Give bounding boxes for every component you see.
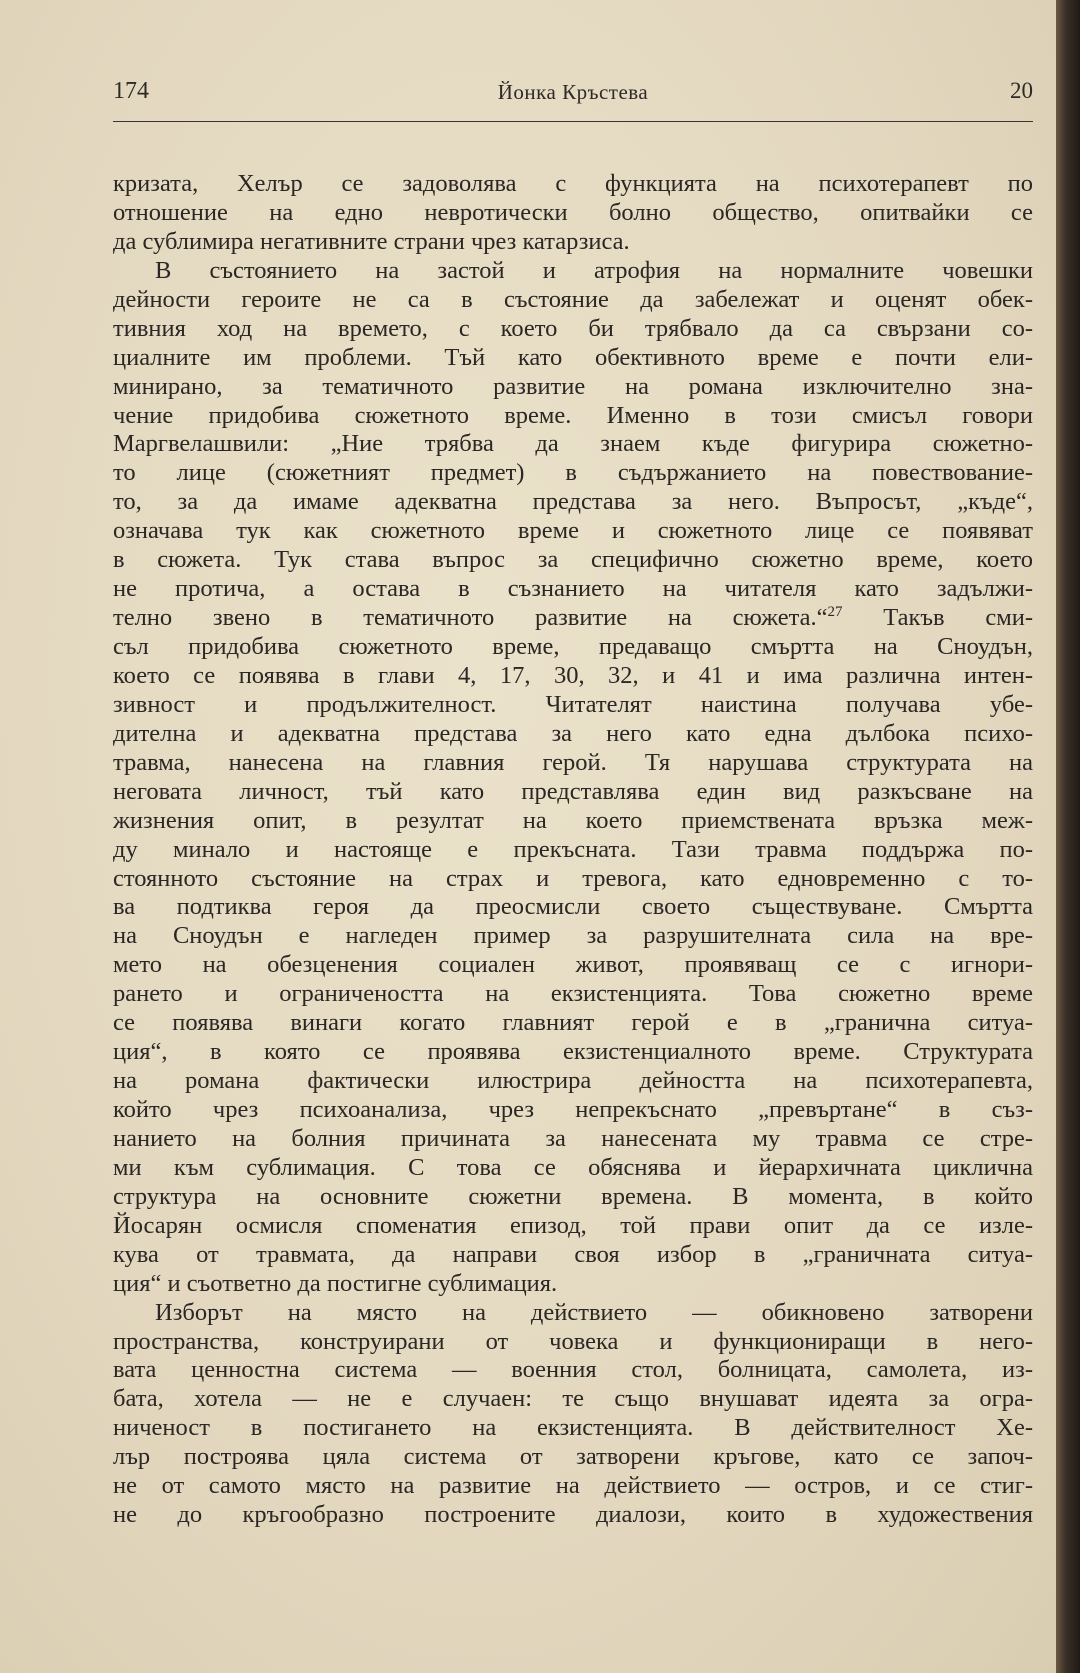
- text-line: [113, 1414, 1033, 1443]
- text-line: [113, 836, 1033, 865]
- text-line-content: ми към сублимация. С това се обяснява и йерархичната циклична: [113, 1153, 1033, 1181]
- text-line-content: Йосарян осмисля споменатия епизод, той прави опит да се изле-: [113, 1211, 1033, 1239]
- text-line-content: мето на обезценения социален живот, проявяващ се с игнори-: [113, 951, 1033, 979]
- text-line-content: вата ценностна система — военния стол, болницата, самолета, из-: [113, 1356, 1033, 1384]
- body-text: [113, 170, 1033, 1530]
- text-line-content: кризата, Хелър се задоволява с функцията на психотерапевт по: [113, 170, 1033, 197]
- text-line: [113, 865, 1033, 894]
- text-line-content: бата, хотела — не е случаен: те също внушават идеята за огра-: [113, 1385, 1033, 1413]
- text-line-content: дителна и адекватна представа за него като една дълбока психо-: [113, 719, 1033, 747]
- text-line: [113, 373, 1033, 402]
- text-line-content: се появява винаги когато главният герой е в „гранична ситуа-: [113, 1009, 1033, 1037]
- text-line-content: на Сноудън е нагледен пример за разрушителната сила на вре-: [113, 922, 1033, 950]
- text-line-content: Изборът на място на действието — обикновено затворени: [155, 1298, 1033, 1326]
- text-line-content: жизнения опит, в резултат на което приемствената връзка меж-: [113, 806, 1033, 834]
- text-line-content: не протича, а остава в съзнанието на читателя като задължи-: [113, 575, 1033, 603]
- text-line: [113, 517, 1033, 546]
- text-line-content: на романа фактически илюстрира дейността на психотерапевта,: [113, 1067, 1033, 1095]
- text-line-content: неговата личност, тъй като представлява един вид разкъсване на: [113, 777, 1033, 805]
- text-line-content: дейности героите не са в състояние да забележат и оценят обек-: [113, 285, 1033, 313]
- text-line-content: кува от травмата, да направи своя избор в „граничната ситуа-: [113, 1240, 1033, 1268]
- text-line: [113, 170, 1033, 199]
- text-line: [113, 749, 1033, 778]
- text-line-content: то лице (сюжетният предмет) в съдържанието на повествование-: [113, 459, 1033, 487]
- text-line: [113, 1241, 1033, 1270]
- text-line-content: съл придобива сюжетното време, предаващо смъртта на Сноудън,: [113, 633, 1033, 660]
- text-line: [113, 575, 1033, 604]
- text-line-content: нанието на болния причината за нанесената му травма се стре-: [113, 1124, 1033, 1152]
- chapter-number: 20: [1010, 78, 1033, 103]
- text-line: [113, 807, 1033, 836]
- text-line: [113, 257, 1033, 286]
- text-line-content: не до кръгообразно построените диалози, които в художествения: [113, 1501, 1033, 1529]
- text-line-content: което се появява в глави 4, 17, 30, 32, и 41 и има различна интен-: [113, 661, 1033, 689]
- text-line: [113, 1270, 1033, 1299]
- text-line: [113, 1472, 1033, 1501]
- text-line-content: ция“, в която се проявява екзистенциалното време. Структурата: [113, 1038, 1033, 1066]
- text-line: [113, 633, 1033, 662]
- text-line-content: стоянното състояние на страх и тревога, като едновременно с то-: [113, 864, 1033, 892]
- text-line-tail: Такъв сми-: [842, 604, 1033, 632]
- page-header: [113, 78, 1033, 108]
- text-line: [113, 315, 1033, 344]
- text-line-content: ция“ и съответно да постигне сублимация.: [113, 1269, 558, 1297]
- text-line: [113, 604, 1033, 633]
- text-line: [113, 1038, 1033, 1067]
- text-line: [113, 344, 1033, 373]
- book-binding-edge: [1056, 0, 1080, 1673]
- text-line-content: лър построява цяла система от затворени кръгове, като се започ-: [113, 1443, 1033, 1471]
- text-line: [113, 1299, 1033, 1328]
- text-line-content: ва подтиква героя да преосмисли своето съществуване. Смъртта: [113, 893, 1033, 921]
- text-line: [113, 951, 1033, 980]
- text-line-content: телно звено в тематичното развитие на сюжета.“: [113, 604, 828, 632]
- text-line-content: ниченост в постигането на екзистенцията. В действителност Хе-: [113, 1414, 1033, 1442]
- text-line: [113, 691, 1033, 720]
- text-line-content: то, за да имаме адекватна представа за него. Въпросът, „къде“,: [113, 488, 1033, 516]
- text-line: [113, 1356, 1033, 1385]
- text-line: [113, 1154, 1033, 1183]
- text-line: [113, 488, 1033, 517]
- text-line: [113, 546, 1033, 575]
- text-line: [113, 430, 1033, 459]
- text-line-content: отношение на едно невротически болно общество, опитвайки се: [113, 198, 1033, 226]
- text-line-content: В състоянието на застой и атрофия на нормалните човешки: [155, 256, 1033, 284]
- text-line: [113, 1385, 1033, 1414]
- text-line: [113, 1009, 1033, 1038]
- text-line-content: тивния ход на времето, с което би трябвало да са свързани со-: [113, 314, 1033, 342]
- text-line: [113, 1501, 1033, 1530]
- text-line: [113, 778, 1033, 807]
- text-line-content: рането и ограничеността на екзистенцията. Това сюжетно време: [113, 980, 1033, 1008]
- text-line: [113, 1096, 1033, 1125]
- text-line: [113, 1183, 1033, 1212]
- text-line-content: да сублимира негативните страни чрез катарзиса.: [113, 227, 630, 255]
- text-line-content: чение придобива сюжетното време. Именно в този смисъл говори: [113, 401, 1033, 429]
- text-line-content: който чрез психоанализа, чрез непрекъснато „превъртане“ в съз-: [113, 1096, 1033, 1123]
- text-line: [113, 980, 1033, 1009]
- text-line-content: в сюжета. Тук става въпрос за специфично сюжетно време, което: [113, 546, 1033, 574]
- text-line-content: циалните им проблеми. Тъй като обективното време е почти ели-: [113, 343, 1033, 371]
- text-line: [113, 459, 1033, 488]
- text-line-content: ду минало и настояще е прекъсната. Тази травма поддържа по-: [113, 835, 1033, 863]
- text-line: [113, 922, 1033, 951]
- text-line: [113, 199, 1033, 228]
- footnote-reference: 27: [827, 604, 843, 621]
- text-line-content: пространства, конструирани от човека и функциониращи в него-: [113, 1327, 1033, 1355]
- header-rule: [113, 121, 1033, 122]
- text-line: [113, 893, 1033, 922]
- text-line: [113, 286, 1033, 315]
- text-line-content: означава тук как сюжетното време и сюжетното лице се появяват: [113, 517, 1033, 545]
- text-line: [113, 228, 1033, 257]
- text-line: [113, 1443, 1033, 1472]
- page-number: 174: [113, 78, 149, 104]
- text-line: [113, 402, 1033, 431]
- text-line-content: структура на основните сюжетни времена. В момента, в който: [113, 1182, 1033, 1210]
- text-line: [113, 720, 1033, 749]
- text-line-content: зивност и продължителност. Читателят наистина получава убе-: [113, 690, 1033, 718]
- text-line: [113, 1328, 1033, 1357]
- text-line-content: минирано, за тематичното развитие на романа изключително зна-: [113, 372, 1033, 400]
- text-line-content: травма, нанесена на главния герой. Тя нарушава структурата на: [113, 748, 1033, 776]
- text-line: [113, 1212, 1033, 1241]
- text-line: [113, 662, 1033, 691]
- text-line: [113, 1125, 1033, 1154]
- text-line-content: Маргвелашвили: „Ние трябва да знаем къде фигурира сюжетно-: [113, 430, 1033, 458]
- text-line-content: не от самото място на развитие на действието — остров, и се стиг-: [113, 1472, 1033, 1500]
- running-title: Йонка Кръстева: [497, 80, 649, 104]
- text-line: [113, 1067, 1033, 1096]
